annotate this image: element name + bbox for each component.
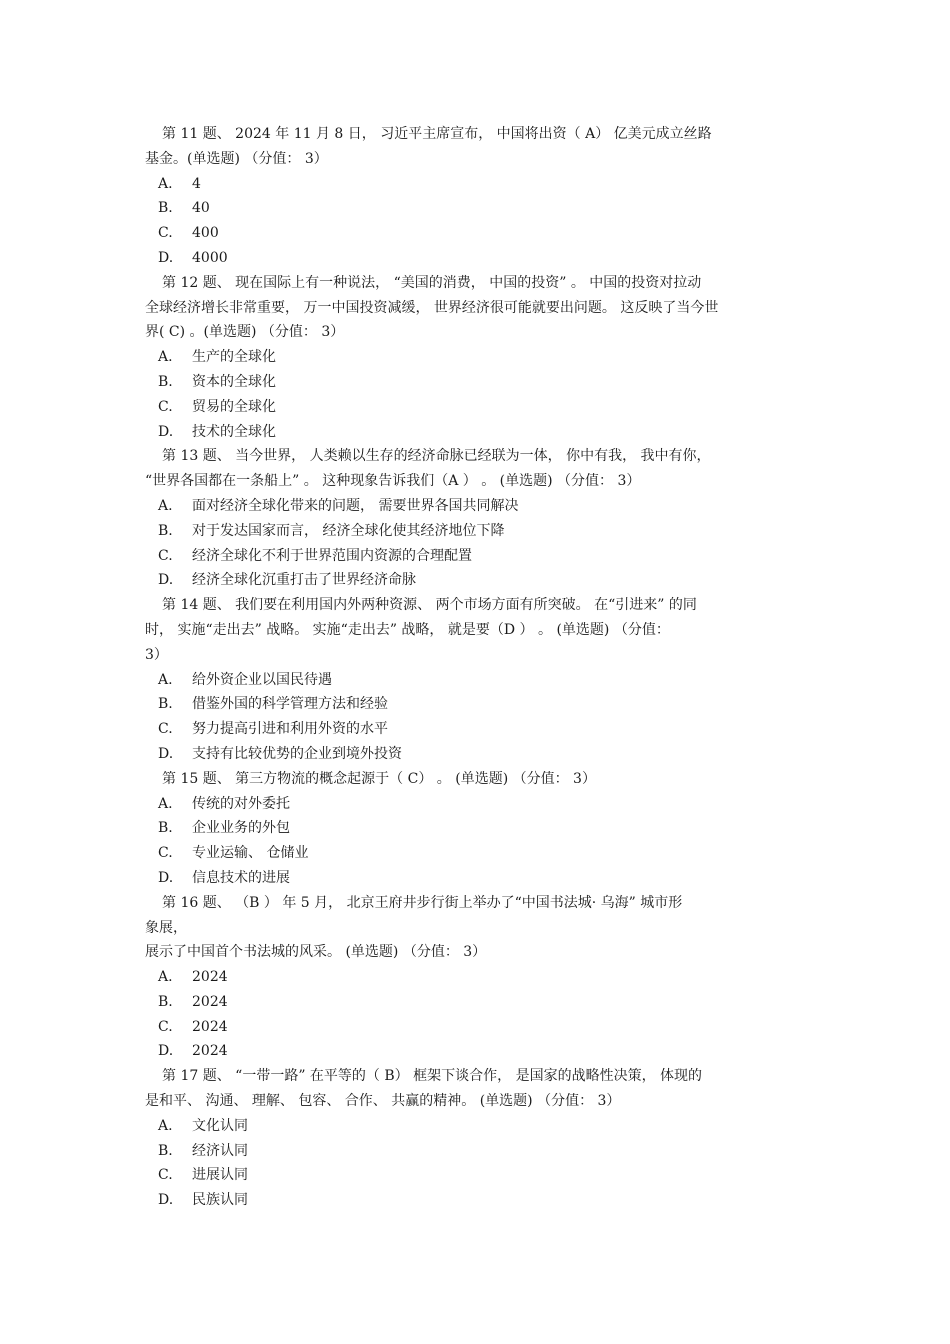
question-17 [0,1064,950,1213]
option-text: 对于发达国家而言， 经济全球化使其经济地位下降 [192,522,505,539]
question-text-line: 第 12 题、 现在国际上有一种说法， “美国的消费， 中国的投资” 。 中国的投资对拉动 [162,274,702,291]
option-c [0,1163,950,1188]
option-letter: C. [158,225,173,242]
option-c [0,395,950,420]
option-text: 经济全球化沉重打击了世界经济命脉 [192,572,416,589]
question-text-line: “世界各国都在一条船上” 。 这种现象告诉我们（A ） 。 (单选题) （分值： 3） [145,473,641,490]
question-text-line: 3） [145,646,168,663]
option-text: 4 [192,175,201,192]
option-b [0,692,950,717]
option-a [0,792,950,817]
option-letter: A. [158,795,173,812]
question-text-line: 第 17 题、 “一带一路” 在平等的（ B） 框架下谈合作， 是国家的战略性决策， 体现的 [162,1068,703,1085]
option-letter: D. [158,745,174,762]
option-letter: B. [158,522,173,539]
option-a [0,1114,950,1139]
option-text: 传统的对外委托 [192,795,290,812]
option-d [0,420,950,445]
option-letter: A. [158,969,173,986]
question-text-line: 界( C) 。(单选题) （分值： 3） [145,324,345,341]
question-text-line: 第 14 题、 我们要在利用国内外两种资源、 两个市场方面有所突破。 在“引进来” 的同 [162,597,697,614]
option-d [0,866,950,891]
option-b [0,1139,950,1164]
option-text: 给外资企业以国民待遇 [192,671,332,688]
option-text: 专业运输、 仓储业 [192,845,309,862]
option-letter: D. [158,249,174,266]
option-d [0,1188,950,1213]
option-text: 民族认同 [192,1192,248,1209]
option-d [0,568,950,593]
option-b [0,990,950,1015]
option-letter: A. [158,349,173,366]
option-letter: B. [158,993,173,1010]
option-letter: C. [158,1167,173,1184]
option-text: 借鉴外国的科学管理方法和经验 [192,696,388,713]
option-text: 2024 [192,969,228,986]
option-c [0,841,950,866]
question-text-line: 全球经济增长非常重要， 万一中国投资减缓， 世界经济很可能就要出问题。 这反映了当今世 [145,299,719,316]
question-text-line: 展示了中国首个书法城的风采。 (单选题) （分值： 3） [145,944,487,961]
option-c [0,221,950,246]
option-text: 4000 [192,249,228,266]
option-text: 经济全球化不利于世界范围内资源的合理配置 [192,547,472,564]
option-letter: A. [158,671,173,688]
option-text: 2024 [192,993,228,1010]
option-letter: C. [158,845,173,862]
option-letter: D. [158,423,174,440]
option-a [0,345,950,370]
option-letter: D. [158,1192,174,1209]
option-letter: B. [158,1142,173,1159]
option-letter: B. [158,820,173,837]
question-15 [0,767,950,891]
option-c [0,717,950,742]
option-letter: C. [158,547,173,564]
option-text: 2024 [192,1043,228,1060]
option-a [0,965,950,990]
option-letter: D. [158,869,174,886]
option-text: 经济认同 [192,1142,248,1159]
option-c [0,1015,950,1040]
option-text: 资本的全球化 [192,373,276,390]
option-letter: A. [158,1117,173,1134]
option-text: 企业业务的外包 [192,820,290,837]
option-b [0,196,950,221]
option-text: 2024 [192,1018,228,1035]
option-text: 信息技术的进展 [192,869,290,886]
question-text-line: 象展， [145,919,187,936]
option-letter: C. [158,1018,173,1035]
option-b [0,370,950,395]
question-text-line: 基金。(单选题) （分值： 3） [145,150,328,167]
option-text: 生产的全球化 [192,349,276,366]
question-13 [0,444,950,593]
question-text-line: 是和平、 沟通、 理解、 包容、 合作、 共赢的精神。 (单选题) （分值： 3） [145,1093,621,1110]
option-letter: B. [158,696,173,713]
option-text: 努力提高引进和利用外资的水平 [192,721,388,738]
option-a [0,494,950,519]
option-text: 40 [192,200,210,217]
option-text: 400 [192,225,219,242]
option-text: 技术的全球化 [192,423,276,440]
question-14 [0,593,950,767]
question-list [0,122,950,1213]
option-letter: C. [158,721,173,738]
option-text: 进展认同 [192,1167,248,1184]
option-b [0,519,950,544]
option-text: 支持有比较优势的企业到境外投资 [192,745,402,762]
option-letter: B. [158,200,173,217]
question-16 [0,891,950,1065]
option-d [0,742,950,767]
question-11 [0,122,950,271]
question-12 [0,271,950,445]
option-letter: C. [158,398,173,415]
option-text: 文化认同 [192,1117,248,1134]
option-a [0,172,950,197]
option-d [0,246,950,271]
question-text-line: 第 11 题、 2024 年 11 月 8 日， 习近平主席宣布， 中国将出资（ A） 亿美元成立丝路 [162,126,712,142]
option-letter: A. [158,175,173,192]
option-letter: A. [158,497,173,514]
option-letter: B. [158,373,173,390]
option-c [0,544,950,569]
option-letter: D. [158,1043,174,1060]
question-text-line: 第 16 题、 （B ） 年 5 月， 北京王府井步行街上举办了“中国书法城· 乌海” 城市形 [162,894,683,911]
option-a [0,668,950,693]
option-text: 贸易的全球化 [192,398,276,415]
question-text-line: 第 13 题、 当今世界， 人类赖以生存的经济命脉已经联为一体， 你中有我， 我中有你， [162,448,711,465]
question-text-line: 时， 实施“走出去” 战略。 实施“走出去” 战略， 就是要（D ） 。 (单选题) （分值： [145,621,670,638]
question-text-line: 第 15 题、 第三方物流的概念起源于（ C） 。 (单选题) （分值： 3） [162,770,596,787]
option-text: 面对经济全球化带来的问题， 需要世界各国共同解决 [192,497,519,514]
option-letter: D. [158,572,174,589]
option-d [0,1039,950,1064]
option-b [0,816,950,841]
